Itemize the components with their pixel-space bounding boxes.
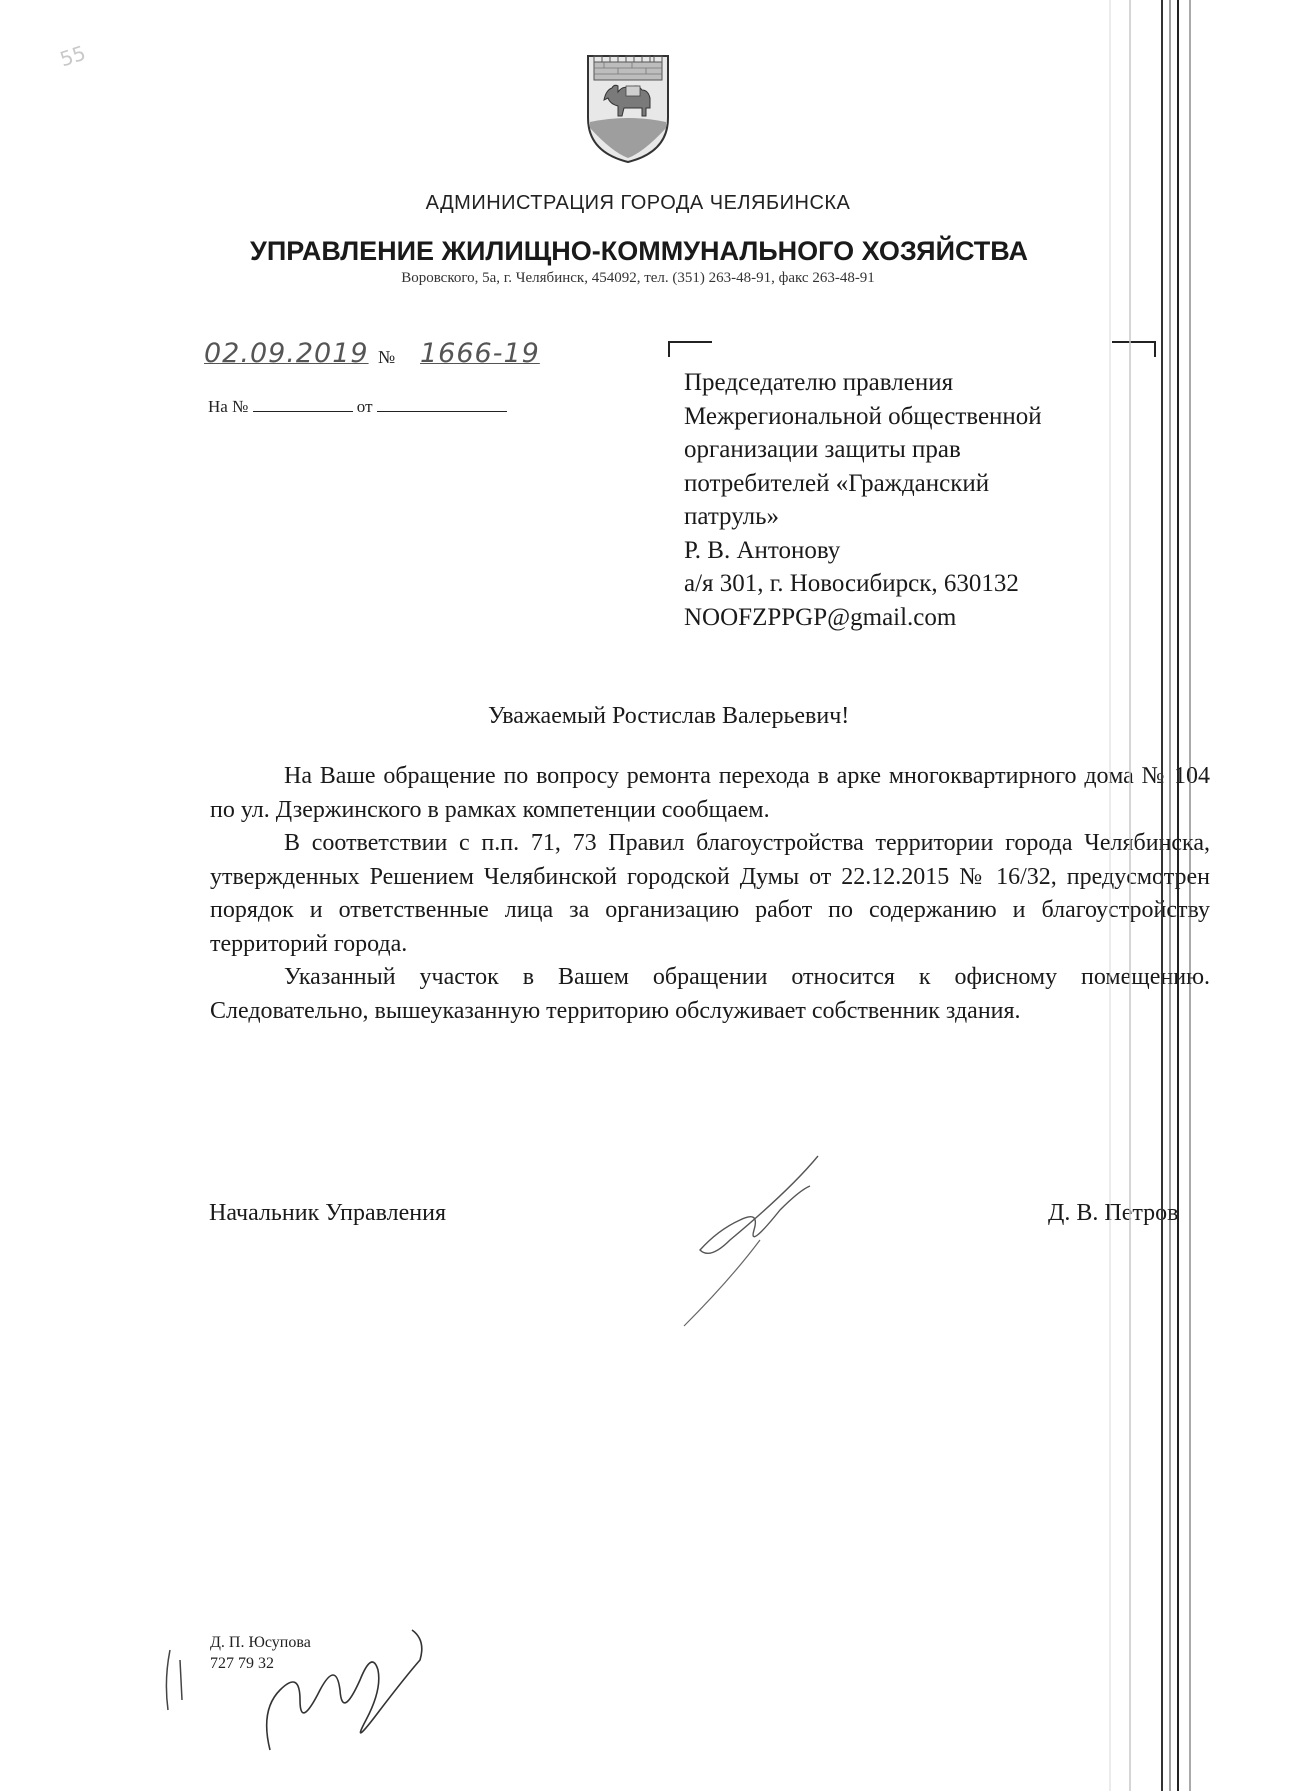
addressee-line: а/я 301, г. Новосибирск, 630132	[684, 570, 1019, 597]
addressee-email: NOOFZPPGP@gmail.com	[684, 603, 957, 631]
reference-from: от	[356, 397, 373, 416]
body-paragraph: На Ваше обращение по вопросу ремонта перехода в арке многоквартирного дома № 104 по ул. Дзержинского в рамках компетенции сообщаем.	[210, 763, 1210, 823]
addressee-line: Председателю правления	[684, 369, 954, 396]
department-contacts: Воровского, 5а, г. Челябинск, 454092, тел. (351) 263-48-91, факс 263-48-91	[401, 270, 875, 286]
department-title: УПРАВЛЕНИЕ ЖИЛИЩНО-КОММУНАЛЬНОГО ХОЗЯЙСТВА	[250, 236, 1028, 266]
letter-body	[210, 760, 1210, 1028]
registration-date: 02.09.2019	[204, 338, 369, 369]
body-paragraph: В соответствии с п.п. 71, 73 Правил благоустройства территории города Челябинска, утвержденных Решением Челябинской городской Думы от 22.12.2015 № 16/32, предусмотрен порядок и ответственные лица за организацию работ по содержанию и благоустройству территорий города.	[210, 830, 1210, 957]
salutation: Уважаемый Ростислав Валерьевич!	[488, 703, 850, 729]
addressee-line: потребителей «Гражданский	[684, 469, 990, 497]
coat-of-arms-icon	[584, 52, 672, 164]
addressee-corner-left	[668, 341, 712, 357]
executor-block	[210, 1632, 311, 1674]
reference-date-blank	[377, 395, 507, 412]
signer-name: Д. В. Петров	[1048, 1200, 1179, 1226]
addressee-line: Межрегиональной общественной	[684, 402, 1042, 430]
scan-artifact-lines	[1100, 0, 1293, 1791]
body-paragraph: Указанный участок в Вашем обращении относится к офисному помещению. Следовательно, вышеуказанную территорию обслуживает собственник здания.	[210, 964, 1210, 1024]
addressee-line: патруль»	[684, 503, 780, 530]
executor-signature	[150, 1600, 440, 1770]
executor-name: Д. П. Юсупова	[210, 1634, 311, 1651]
addressee-block	[684, 366, 1104, 634]
reference-line	[208, 395, 507, 417]
addressee-line: Р. В. Антонову	[684, 536, 841, 564]
registration-number-sign: №	[378, 347, 396, 367]
handwritten-signature	[670, 1150, 830, 1330]
reference-prefix: На №	[208, 397, 249, 416]
pencil-note: 55	[56, 40, 89, 72]
administration-title: АДМИНИСТРАЦИЯ ГОРОДА ЧЕЛЯБИНСКА	[425, 192, 851, 214]
addressee-line: организации защиты прав	[684, 436, 961, 463]
reference-number-blank	[253, 395, 353, 412]
registration-number: 1666-19	[420, 338, 540, 369]
executor-phone: 727 79 32	[210, 1655, 274, 1672]
signer-position: Начальник Управления	[209, 1200, 446, 1226]
